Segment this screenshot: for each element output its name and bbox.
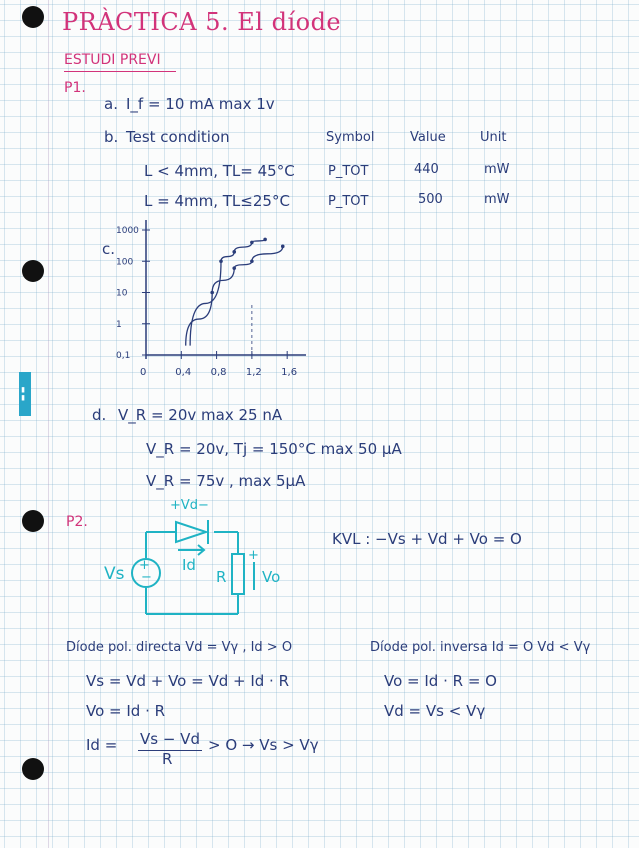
p1b-label: b. (104, 128, 119, 146)
page-title: PRÀCTICA 5. El díode (62, 8, 342, 36)
row2-condition: L = 4mm, TL≤25°C (144, 192, 290, 210)
p1a-label: a. (104, 95, 118, 113)
notebook-stamp: ▮▮ (19, 372, 31, 416)
source-minus: − (141, 570, 152, 585)
col-symbol: Symbol (326, 130, 375, 145)
source-plus: + (139, 558, 150, 573)
x-tick-label: 1,2 (245, 367, 262, 378)
r-label: R (216, 568, 227, 586)
forward-line-1: Vs = Vd + Vo = Vd + Id · R (86, 672, 290, 690)
reverse-line-2: Vd = Vs < Vγ (384, 702, 486, 720)
p1a-text: I_f = 10 mA max 1v (126, 95, 275, 113)
p1d-line-2: V_R = 20v, Tj = 150°C max 50 μA (146, 440, 402, 458)
section-title: ESTUDI PREVI (64, 52, 161, 68)
diode-icon (176, 522, 206, 542)
forward-id-prefix: Id = (86, 736, 118, 754)
row1-condition: L < 4mm, TL= 45°C (144, 162, 295, 180)
p1d-label: d. (92, 406, 107, 424)
forward-numerator: Vs − Vd (140, 730, 200, 748)
row2-unit: mW (484, 192, 510, 207)
y-tick-label: 1000 (116, 226, 139, 236)
x-tick-label: 0,4 (175, 367, 192, 378)
row1-symbol: P_TOT (328, 164, 369, 179)
kvl-equation: KVL : −Vs + Vd + Vo = O (332, 530, 522, 548)
x-tick-label: 0 (140, 367, 147, 378)
row2-value: 500 (418, 192, 443, 207)
forward-line-2: Vo = Id · R (86, 702, 166, 720)
y-tick-label: 10 (116, 288, 128, 299)
vo-label: Vo (262, 568, 281, 586)
p1-label: P1. (64, 80, 86, 96)
reverse-header: Díode pol. inversa Id = O Vd < Vγ (370, 640, 591, 655)
vs-label: Vs (104, 564, 125, 584)
col-value: Value (410, 130, 446, 145)
forward-denominator: R (162, 750, 173, 768)
vd-label: +Vd− (170, 498, 209, 513)
p1d-line-1: V_R = 20v max 25 nA (118, 406, 283, 424)
forward-header: Díode pol. directa Vd = Vγ , Id > O (66, 640, 293, 655)
x-tick-label: 0,8 (210, 367, 227, 378)
y-tick-label: 100 (116, 257, 134, 268)
row1-unit: mW (484, 162, 510, 177)
x-tick-label: 1,6 (281, 367, 298, 378)
vo-plus: + (248, 548, 259, 563)
p2-label: P2. (66, 514, 88, 530)
p1c-label: c. (102, 240, 116, 258)
forward-id-suffix: > O → Vs > Vγ (208, 736, 319, 754)
p1d-line-3: V_R = 75v , max 5μA (146, 472, 306, 490)
y-tick-label: 1 (116, 319, 122, 330)
id-label: Id (182, 556, 196, 574)
row1-value: 440 (414, 162, 439, 177)
col-unit: Unit (480, 130, 507, 145)
resistor-icon (232, 554, 244, 594)
row2-symbol: P_TOT (328, 194, 369, 209)
y-tick-label: 0,1 (116, 351, 131, 361)
test-condition-header: Test condition (126, 128, 230, 146)
reverse-line-1: Vo = Id · R = O (384, 672, 497, 690)
